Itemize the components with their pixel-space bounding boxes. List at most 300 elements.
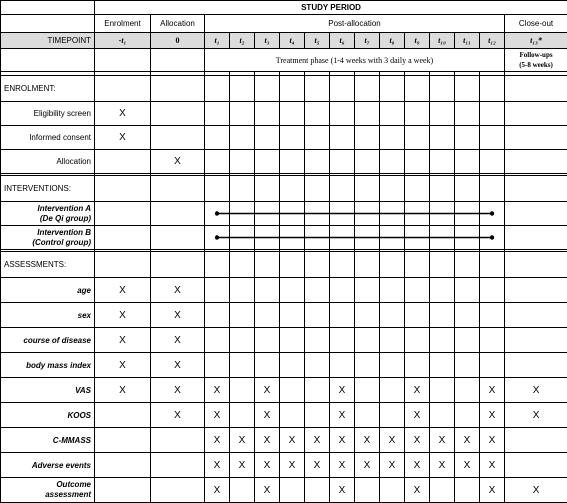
interventions-section-blank — [205, 176, 230, 202]
phase-row — [1, 49, 567, 72]
enrolment-section-blank — [380, 76, 405, 102]
post-mark-t7 — [355, 303, 380, 328]
interventions-section — [1, 176, 567, 202]
empty-cell — [205, 150, 230, 174]
empty-cell — [230, 150, 255, 174]
post-mark-t8 — [380, 303, 405, 328]
post-mark-t4 — [280, 378, 305, 403]
enrolment-section-label: ENROLMENT: — [1, 76, 95, 102]
post-mark-t4 — [280, 278, 305, 303]
assessments-section-blank — [95, 252, 151, 278]
span-cell — [255, 226, 280, 250]
assessments-section-blank — [405, 252, 430, 278]
empty-cell — [280, 102, 305, 126]
assessment-label: course of disease — [1, 328, 95, 353]
post-mark-t2 — [230, 353, 255, 378]
span-cell — [205, 202, 230, 226]
span-cell — [480, 226, 505, 250]
post-mark-t12 — [480, 278, 505, 303]
post-mark-t9: X — [405, 378, 430, 403]
post-mark-t9: X — [405, 403, 430, 428]
empty-cell — [330, 150, 355, 174]
enrol-mark — [95, 478, 151, 503]
timepoint-t10: t₁₀ — [430, 33, 455, 49]
post-mark-t5: X — [305, 453, 330, 478]
empty-cell — [230, 102, 255, 126]
post-allocation-heading: Post-allocation — [205, 15, 505, 33]
span-cell — [151, 226, 205, 250]
enrolment-section-blank — [151, 76, 205, 102]
timepoint-t6: t₆ — [330, 33, 355, 49]
empty-cell — [480, 126, 505, 150]
alloc-mark: X — [151, 328, 205, 353]
intervention-label — [1, 202, 95, 226]
enrolment-row — [1, 102, 567, 126]
timepoint-row — [1, 33, 567, 49]
post-mark-t3 — [255, 303, 280, 328]
post-mark-t11 — [455, 403, 480, 428]
interventions-section-label: INTERVENTIONS: — [1, 176, 95, 202]
interventions-section-blank — [330, 176, 355, 202]
assessment-label — [1, 478, 95, 503]
enrolment-row — [1, 126, 567, 150]
post-mark-t11: X — [455, 453, 480, 478]
study-period-heading: STUDY PERIOD — [95, 1, 567, 15]
post-mark-t11 — [455, 303, 480, 328]
follow-up-label — [505, 49, 567, 72]
intervention-line-2: (De Qi group) — [40, 214, 91, 223]
enrol-mark: X — [95, 126, 151, 150]
post-mark-t12 — [480, 353, 505, 378]
interventions-section-blank — [230, 176, 255, 202]
post-mark-t8 — [380, 478, 405, 503]
empty-cell — [355, 102, 380, 126]
post-mark-t10 — [430, 478, 455, 503]
empty-cell — [380, 102, 405, 126]
assessments-section-blank — [430, 252, 455, 278]
interventions-section-blank — [95, 176, 151, 202]
timepoint-t3: t₃ — [255, 33, 280, 49]
assessment-label: age — [1, 278, 95, 303]
post-mark-t4 — [280, 353, 305, 378]
post-mark-t7 — [355, 403, 380, 428]
post-mark-t12 — [480, 303, 505, 328]
assessment-row — [1, 478, 567, 503]
post-mark-t11 — [455, 478, 480, 503]
post-mark-t3 — [255, 328, 280, 353]
post-mark-t3 — [255, 278, 280, 303]
span-cell — [330, 226, 355, 250]
enrolment-section-blank — [95, 76, 151, 102]
post-mark-t8 — [380, 403, 405, 428]
post-mark-t2 — [230, 328, 255, 353]
span-cell — [380, 226, 405, 250]
timepoint-t9: t₉ — [405, 33, 430, 49]
span-cell — [280, 226, 305, 250]
enrolment-section-blank — [505, 76, 567, 102]
post-mark-t10: X — [430, 453, 455, 478]
follow-up-line-1: Follow-ups — [520, 51, 553, 59]
span-cell — [380, 202, 405, 226]
post-mark-t3: X — [255, 428, 280, 453]
post-mark-t10 — [430, 378, 455, 403]
assessments-section-blank — [230, 252, 255, 278]
post-mark-t2: X — [230, 453, 255, 478]
post-mark-t3: X — [255, 453, 280, 478]
span-cell — [480, 202, 505, 226]
empty-cell — [455, 102, 480, 126]
timepoint-t1: t₁ — [205, 33, 230, 49]
post-mark-t4 — [280, 303, 305, 328]
intervention-line-1: Intervention B — [37, 228, 91, 237]
empty-cell — [430, 150, 455, 174]
close-mark: X — [505, 403, 567, 428]
timepoint-t8: t₈ — [380, 33, 405, 49]
post-mark-t4: X — [280, 428, 305, 453]
post-mark-t6: X — [330, 478, 355, 503]
post-mark-t11: X — [455, 428, 480, 453]
post-mark-t12 — [480, 328, 505, 353]
phase-blank-3 — [151, 49, 205, 72]
empty-cell — [480, 102, 505, 126]
post-mark-t9 — [405, 353, 430, 378]
assessments-section-blank — [305, 252, 330, 278]
post-mark-t11 — [455, 278, 480, 303]
post-mark-t10 — [430, 353, 455, 378]
span-cell — [430, 226, 455, 250]
post-mark-t6 — [330, 353, 355, 378]
empty-cell — [505, 126, 567, 150]
empty-cell — [305, 126, 330, 150]
enrolment-section-blank — [355, 76, 380, 102]
enrol-mark: X — [95, 303, 151, 328]
span-cell — [280, 202, 305, 226]
enrolment-section — [1, 76, 567, 102]
post-mark-t6 — [330, 278, 355, 303]
header-row-2 — [1, 15, 567, 33]
post-mark-t2: X — [230, 428, 255, 453]
assessment-label: KOOS — [1, 403, 95, 428]
interventions-section-blank — [305, 176, 330, 202]
post-mark-t5: X — [305, 428, 330, 453]
enrolment-section-blank — [330, 76, 355, 102]
span-cell — [95, 226, 151, 250]
post-mark-t1: X — [205, 428, 230, 453]
assessment-row — [1, 428, 567, 453]
span-cell — [405, 226, 430, 250]
empty-cell — [405, 150, 430, 174]
enrol-mark: X — [95, 102, 151, 126]
intervention-label — [1, 226, 95, 250]
corner-cell-2 — [1, 15, 95, 33]
empty-cell — [430, 126, 455, 150]
post-mark-t5 — [305, 378, 330, 403]
post-mark-t1 — [205, 353, 230, 378]
empty-cell — [380, 150, 405, 174]
alloc-mark — [151, 453, 205, 478]
empty-cell — [330, 126, 355, 150]
post-mark-t7 — [355, 278, 380, 303]
alloc-mark — [151, 102, 205, 126]
post-mark-t8 — [380, 278, 405, 303]
enrol-mark: X — [95, 378, 151, 403]
assessments-section-blank — [280, 252, 305, 278]
post-mark-t12: X — [480, 428, 505, 453]
empty-cell — [355, 126, 380, 150]
post-mark-t4 — [280, 478, 305, 503]
post-mark-t7: X — [355, 428, 380, 453]
empty-cell — [480, 150, 505, 174]
close-mark: X — [505, 478, 567, 503]
timepoint-t4: t₄ — [280, 33, 305, 49]
post-mark-t5 — [305, 353, 330, 378]
post-mark-t2 — [230, 278, 255, 303]
timepoint-t5: t₅ — [305, 33, 330, 49]
post-mark-t4: X — [280, 453, 305, 478]
timepoint-close: t₁₃* — [505, 33, 567, 49]
span-cell — [430, 202, 455, 226]
post-mark-t2 — [230, 403, 255, 428]
header-row-1 — [1, 1, 567, 15]
empty-cell — [230, 126, 255, 150]
span-cell — [255, 202, 280, 226]
post-mark-t8 — [380, 378, 405, 403]
empty-cell — [405, 102, 430, 126]
interventions-section-blank — [480, 176, 505, 202]
post-mark-t10 — [430, 278, 455, 303]
row-label: Eligibility screen — [1, 102, 95, 126]
assessment-line-1: Outcome — [56, 480, 91, 489]
empty-cell — [305, 150, 330, 174]
post-mark-t9 — [405, 278, 430, 303]
alloc-mark: X — [151, 278, 205, 303]
post-mark-t10: X — [430, 428, 455, 453]
post-mark-t11 — [455, 378, 480, 403]
assessment-row — [1, 403, 567, 428]
post-mark-t9: X — [405, 428, 430, 453]
post-mark-t12: X — [480, 453, 505, 478]
span-cell — [151, 202, 205, 226]
assessment-label: Adverse events — [1, 453, 95, 478]
span-cell — [505, 202, 567, 226]
span-cell — [205, 226, 230, 250]
assessment-line-2: assessment — [45, 490, 91, 499]
post-mark-t1: X — [205, 453, 230, 478]
enrolment-section-blank — [230, 76, 255, 102]
intervention-line-2: (Control group) — [32, 238, 91, 247]
empty-cell — [205, 102, 230, 126]
post-mark-t9 — [405, 328, 430, 353]
post-mark-t8 — [380, 353, 405, 378]
empty-cell — [380, 126, 405, 150]
close-mark — [505, 353, 567, 378]
alloc-mark: X — [151, 403, 205, 428]
enrol-mark — [95, 428, 151, 453]
post-mark-t5 — [305, 478, 330, 503]
empty-cell — [205, 126, 230, 150]
intervention-line-1: Intervention A — [38, 204, 91, 213]
interventions-section-blank — [280, 176, 305, 202]
assessment-row — [1, 278, 567, 303]
assessment-label: body mass index — [1, 353, 95, 378]
post-mark-t12: X — [480, 478, 505, 503]
post-mark-t7 — [355, 328, 380, 353]
post-mark-t5 — [305, 328, 330, 353]
post-mark-t5 — [305, 278, 330, 303]
span-cell — [505, 226, 567, 250]
post-mark-t5 — [305, 403, 330, 428]
post-mark-t3: X — [255, 478, 280, 503]
empty-cell — [505, 102, 567, 126]
timepoint-t2: t₂ — [230, 33, 255, 49]
empty-cell — [305, 102, 330, 126]
post-mark-t1 — [205, 328, 230, 353]
enrolment-section-blank — [255, 76, 280, 102]
post-mark-t7: X — [355, 453, 380, 478]
empty-cell — [255, 102, 280, 126]
interventions-section-blank — [355, 176, 380, 202]
enrolment-row — [1, 150, 567, 174]
enrol-mark: X — [95, 278, 151, 303]
post-mark-t6: X — [330, 453, 355, 478]
timepoint-enrol: -t₁ — [95, 33, 151, 49]
close-mark — [505, 278, 567, 303]
intervention-row — [1, 202, 567, 226]
timepoint-label: TIMEPOINT — [1, 33, 95, 49]
close-mark — [505, 303, 567, 328]
span-cell — [330, 202, 355, 226]
post-mark-t3: X — [255, 403, 280, 428]
post-mark-t1 — [205, 278, 230, 303]
post-mark-t12: X — [480, 378, 505, 403]
post-mark-t6 — [330, 328, 355, 353]
post-mark-t9: X — [405, 453, 430, 478]
empty-cell — [280, 150, 305, 174]
post-mark-t1 — [205, 303, 230, 328]
span-cell — [355, 202, 380, 226]
post-mark-t2 — [230, 378, 255, 403]
allocation-heading: Allocation — [151, 15, 205, 33]
enrolment-section-blank — [430, 76, 455, 102]
assessment-row — [1, 328, 567, 353]
enrolment-section-blank — [205, 76, 230, 102]
timepoint-alloc: 0 — [151, 33, 205, 49]
alloc-mark: X — [151, 303, 205, 328]
interventions-section-blank — [405, 176, 430, 202]
phase-blank-2 — [95, 49, 151, 72]
span-cell — [230, 226, 255, 250]
post-mark-t8: X — [380, 428, 405, 453]
post-mark-t7 — [355, 353, 380, 378]
post-mark-t11 — [455, 353, 480, 378]
post-mark-t3: X — [255, 378, 280, 403]
span-cell — [305, 226, 330, 250]
post-mark-t7 — [355, 478, 380, 503]
timepoint-t12: t₁₂ — [480, 33, 505, 49]
enrol-mark — [95, 453, 151, 478]
empty-cell — [505, 150, 567, 174]
assessment-row — [1, 378, 567, 403]
post-mark-t4 — [280, 328, 305, 353]
assessment-label: C-MMASS — [1, 428, 95, 453]
post-mark-t5 — [305, 303, 330, 328]
post-mark-t6 — [330, 303, 355, 328]
post-mark-t3 — [255, 353, 280, 378]
post-mark-t10 — [430, 403, 455, 428]
alloc-mark: X — [151, 353, 205, 378]
interventions-section-blank — [430, 176, 455, 202]
row-label: Informed consent — [1, 126, 95, 150]
post-mark-t2 — [230, 303, 255, 328]
post-mark-t6: X — [330, 378, 355, 403]
assessments-section-blank — [505, 252, 567, 278]
post-mark-t8: X — [380, 453, 405, 478]
empty-cell — [405, 126, 430, 150]
assessments-section-blank — [330, 252, 355, 278]
enrol-mark: X — [95, 353, 151, 378]
enrolment-heading: Enrolment — [95, 15, 151, 33]
assessments-section-blank — [480, 252, 505, 278]
close-out-heading: Close-out — [505, 15, 567, 33]
interventions-section-blank — [505, 176, 567, 202]
assessment-row — [1, 353, 567, 378]
assessment-label: VAS — [1, 378, 95, 403]
interventions-section-blank — [380, 176, 405, 202]
assessment-row — [1, 303, 567, 328]
alloc-mark — [151, 428, 205, 453]
close-mark — [505, 428, 567, 453]
post-mark-t10 — [430, 303, 455, 328]
enrolment-section-blank — [480, 76, 505, 102]
assessments-section — [1, 252, 567, 278]
post-mark-t2 — [230, 478, 255, 503]
assessment-row — [1, 453, 567, 478]
empty-cell — [330, 102, 355, 126]
post-mark-t4 — [280, 403, 305, 428]
span-cell — [455, 226, 480, 250]
alloc-mark: X — [151, 378, 205, 403]
empty-cell — [280, 126, 305, 150]
empty-cell — [355, 150, 380, 174]
post-mark-t1: X — [205, 378, 230, 403]
post-mark-t1: X — [205, 478, 230, 503]
assessments-section-blank — [151, 252, 205, 278]
enrol-mark: X — [95, 328, 151, 353]
empty-cell — [455, 126, 480, 150]
interventions-section-blank — [151, 176, 205, 202]
assessments-section-label: ASSESSMENTS: — [1, 252, 95, 278]
assessments-section-blank — [380, 252, 405, 278]
close-mark — [505, 328, 567, 353]
treatment-phase-label: Treatment phase (1-4 weeks with 3 daily a week) — [205, 49, 505, 72]
span-cell — [355, 226, 380, 250]
enrolment-section-blank — [405, 76, 430, 102]
enrolment-section-blank — [305, 76, 330, 102]
timepoint-t7: t₇ — [355, 33, 380, 49]
enrol-mark — [95, 403, 151, 428]
empty-cell — [455, 150, 480, 174]
close-mark — [505, 453, 567, 478]
alloc-mark: X — [151, 150, 205, 174]
timepoint-t11: t₁₁ — [455, 33, 480, 49]
close-mark: X — [505, 378, 567, 403]
alloc-mark — [151, 126, 205, 150]
phase-blank-1 — [1, 49, 95, 72]
post-mark-t6: X — [330, 403, 355, 428]
assessments-section-blank — [455, 252, 480, 278]
post-mark-t6: X — [330, 428, 355, 453]
enrol-mark — [95, 150, 151, 174]
